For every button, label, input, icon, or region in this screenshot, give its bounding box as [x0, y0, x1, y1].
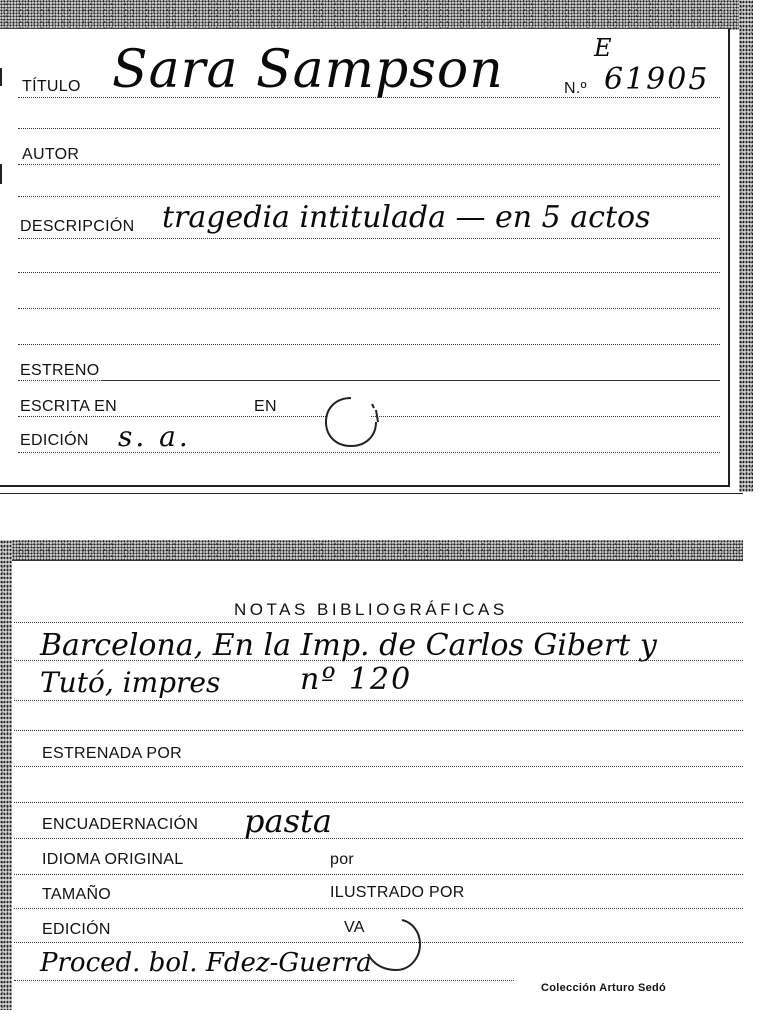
margin-mark [0, 164, 2, 184]
card-separator [0, 493, 743, 494]
estrenada-por-label: ESTRENADA POR [42, 745, 182, 762]
autor-label: AUTOR [22, 146, 80, 163]
rule-line [102, 380, 720, 381]
coleccion-footer: Colección Arturo Sedó [541, 982, 667, 994]
rule-line [14, 622, 743, 623]
rule-line [18, 308, 720, 309]
titulo-value: Sara Sampson [112, 40, 504, 100]
card-edge-texture [0, 540, 743, 562]
rule-line [14, 980, 514, 981]
card-edge-texture [739, 0, 753, 492]
edicion-label-back: EDICIÓN [42, 921, 111, 938]
en-label: EN [254, 398, 277, 415]
card-edge-texture [0, 540, 12, 1010]
rule-line [18, 238, 720, 239]
notas-number: nº 120 [300, 662, 413, 697]
catalog-card-back [0, 540, 743, 1010]
margin-mark [0, 68, 2, 86]
rule-line [18, 128, 720, 129]
rule-line [14, 766, 743, 767]
encuadernacion-value: pasta [244, 802, 332, 840]
card-edge-texture [0, 0, 743, 30]
escrita-en-label: ESCRITA EN [20, 398, 117, 415]
rule-line [18, 344, 720, 345]
rule-line [18, 196, 720, 197]
ilustrado-label: ILUSTRADO POR [330, 884, 465, 901]
numero-value: 61905 [604, 62, 710, 97]
punch-hole-icon [364, 916, 424, 972]
estreno-label: ESTRENO [20, 362, 100, 379]
rule-line [14, 730, 743, 731]
punch-hole-icon [318, 392, 384, 452]
rule-line [14, 802, 743, 803]
numero-label: N.º [564, 80, 587, 97]
numero-prefix: E [594, 34, 612, 62]
notas-title: NOTAS BIBLIOGRÁFICAS [234, 600, 508, 619]
procedencia-value: Proced. bol. Fdez-Guerra [40, 948, 372, 978]
rule-line [18, 380, 102, 381]
rule-line [18, 272, 720, 273]
descripcion-value: tragedia intitulada — en 5 actos [162, 200, 651, 235]
edicion-value: s. a. [118, 420, 191, 453]
rule-line [14, 700, 743, 701]
rule-line [14, 838, 743, 839]
notas-line-2: Tutó, impres [40, 666, 221, 699]
catalog-card-front [0, 0, 743, 492]
idioma-label: IDIOMA ORIGINAL [42, 851, 184, 868]
rule-line [18, 452, 720, 453]
rule-line [14, 908, 743, 909]
titulo-label: TÍTULO [22, 78, 81, 95]
descripcion-label: DESCRIPCIÓN [20, 218, 135, 235]
por-label: por [330, 851, 355, 868]
rule-line [14, 874, 743, 875]
va-label: VA [344, 919, 365, 936]
rule-line [18, 97, 720, 98]
rule-line [18, 164, 720, 165]
rule-line [14, 660, 743, 661]
edicion-label: EDICIÓN [20, 432, 89, 449]
encuadernacion-label: ENCUADERNACIÓN [42, 816, 199, 833]
tamano-label: TAMAÑO [42, 886, 112, 903]
notas-line-1: Barcelona, En la Imp. de Carlos Gibert y [40, 628, 657, 663]
